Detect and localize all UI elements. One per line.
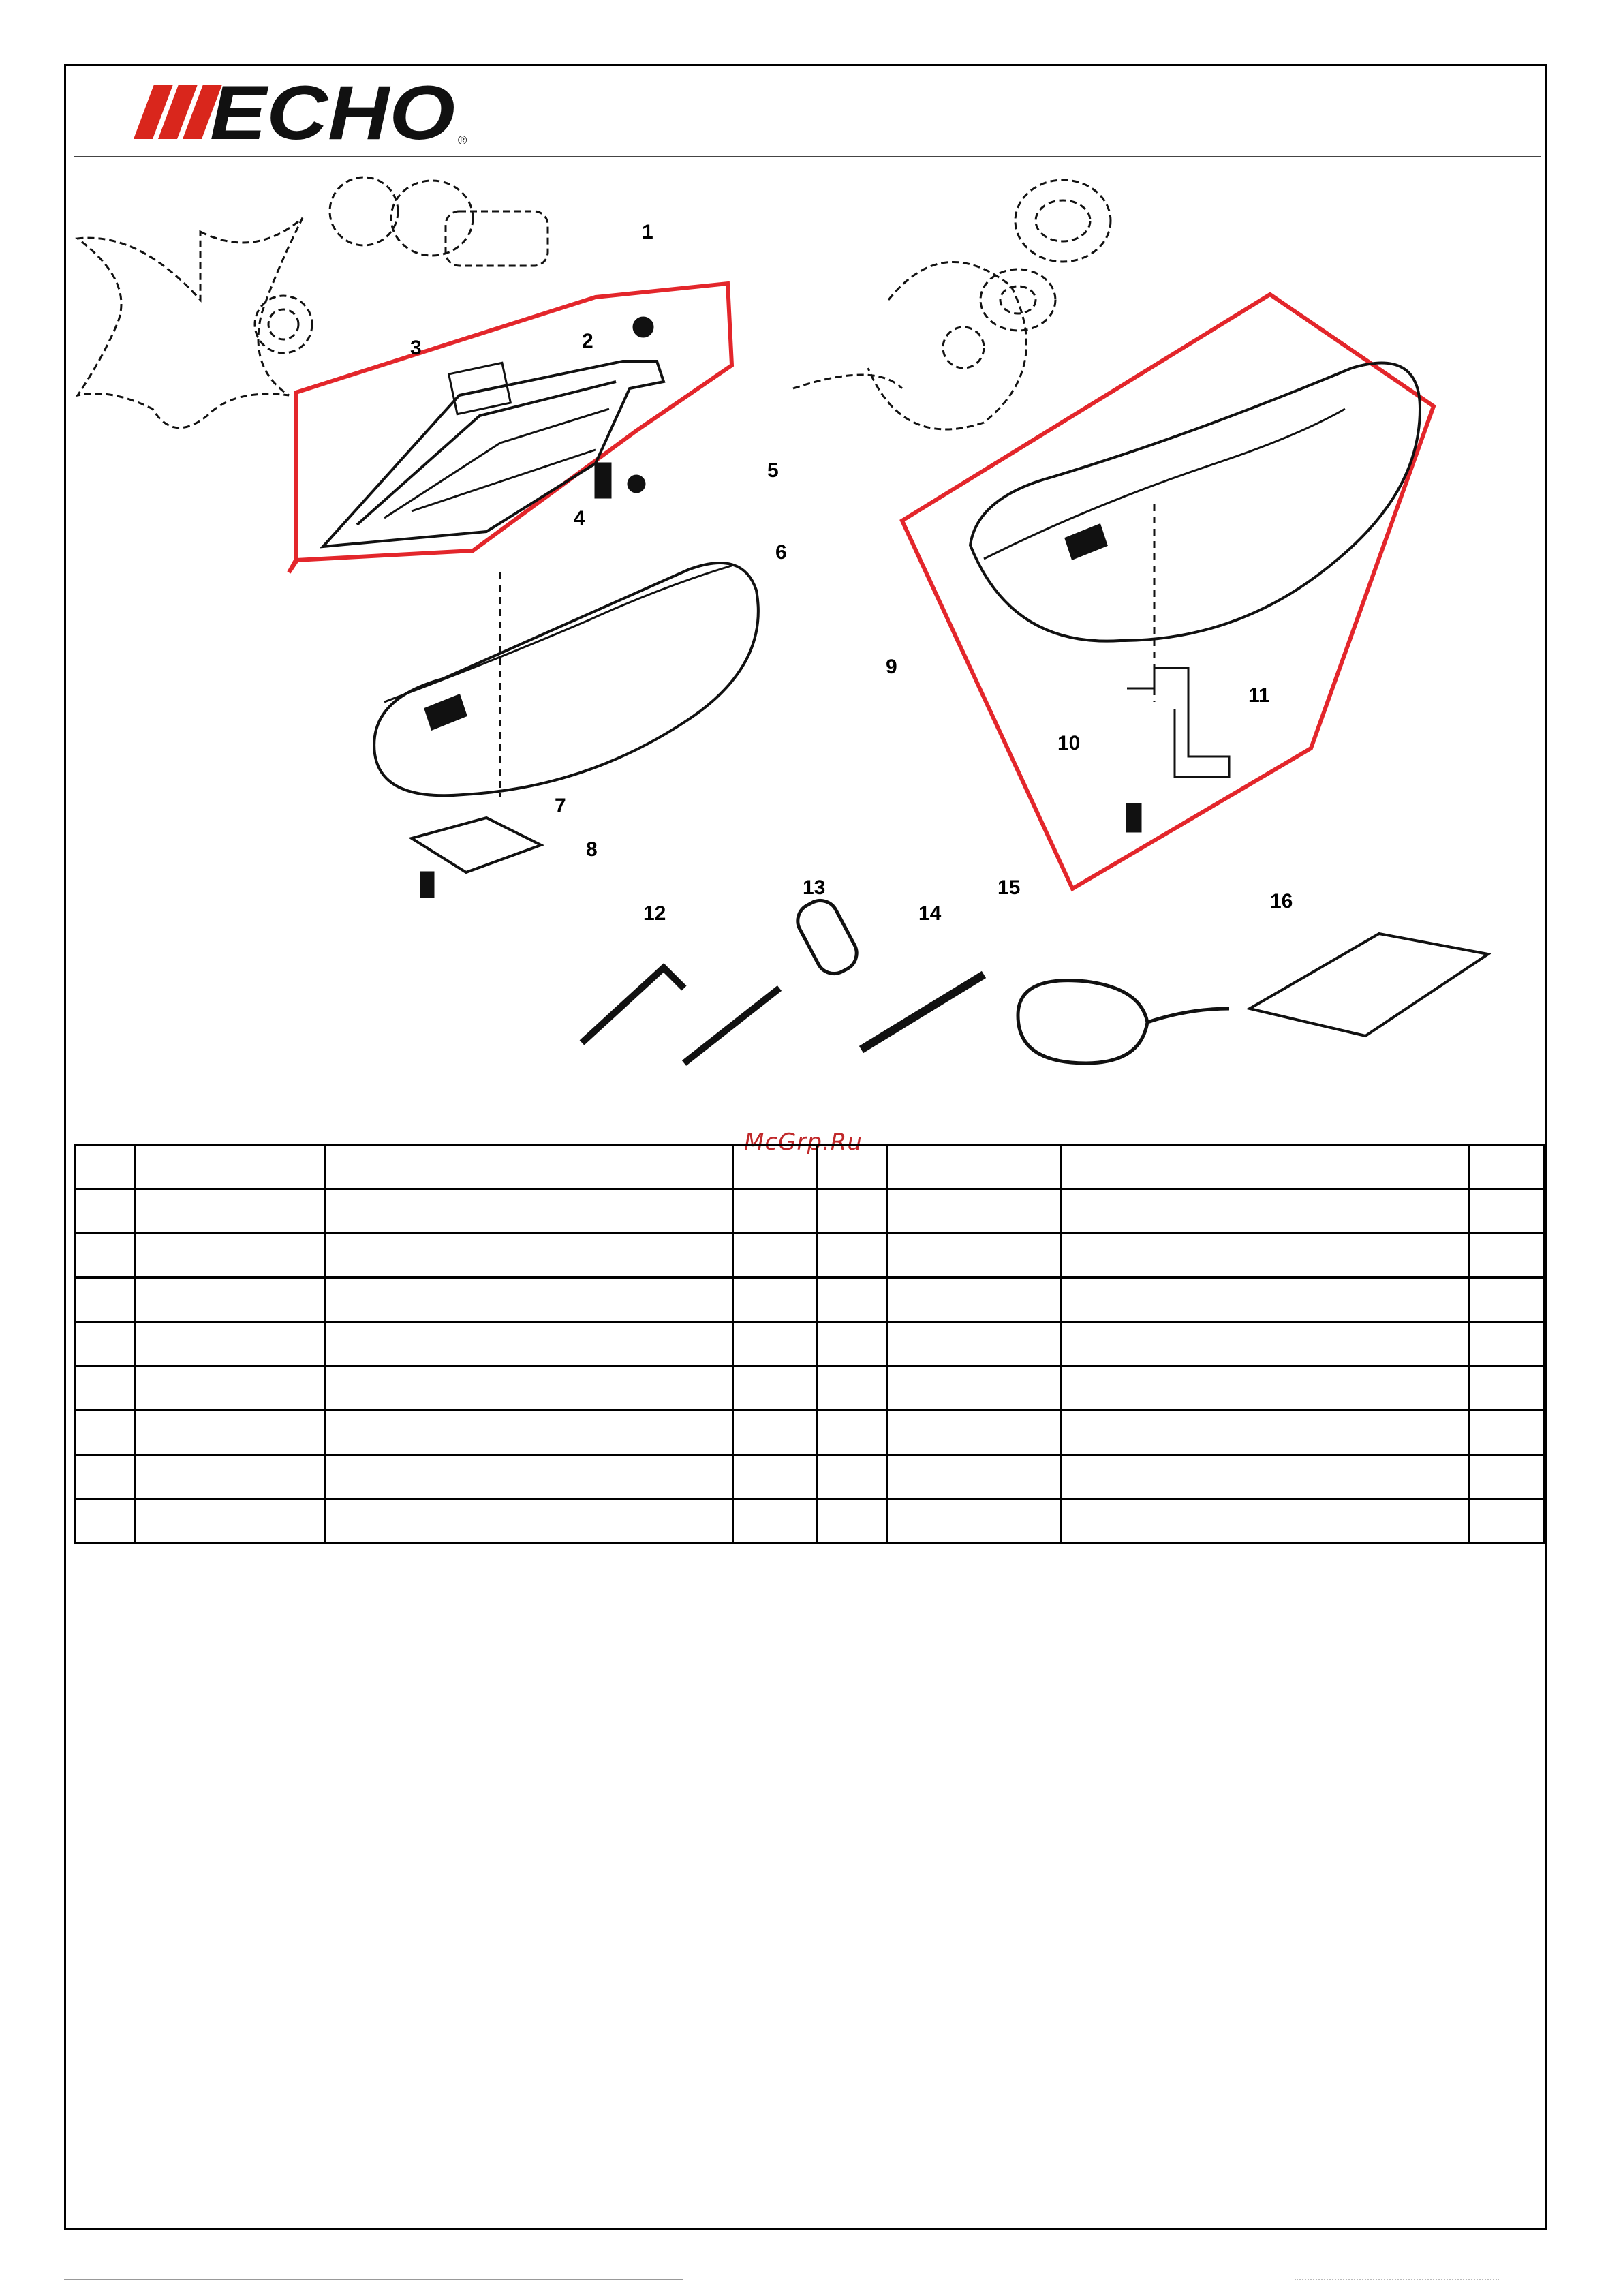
callout-1: 1 xyxy=(642,221,653,243)
table-cell xyxy=(887,1499,1062,1544)
table-cell xyxy=(733,1278,818,1322)
callout-5: 5 xyxy=(767,459,779,482)
table-cell xyxy=(1062,1322,1469,1366)
table-cell xyxy=(887,1189,1062,1234)
table-cell xyxy=(1469,1189,1544,1234)
table-cell xyxy=(818,1499,887,1544)
table-cell xyxy=(1469,1234,1544,1278)
footer-rule xyxy=(64,2279,683,2280)
table-cell xyxy=(887,1234,1062,1278)
table-cell xyxy=(135,1366,326,1411)
callout-11: 11 xyxy=(1248,684,1270,707)
table-cell xyxy=(1062,1455,1469,1499)
table-cell xyxy=(135,1145,326,1189)
table-cell xyxy=(1469,1322,1544,1366)
table-row xyxy=(75,1145,1544,1189)
watermark: McGrp.Ru xyxy=(744,1129,863,1156)
logo-stripes-icon xyxy=(134,85,222,139)
table-cell xyxy=(75,1366,135,1411)
callout-7: 7 xyxy=(555,795,566,817)
table-cell xyxy=(733,1499,818,1544)
table-cell xyxy=(75,1455,135,1499)
goggles-icon xyxy=(1018,981,1229,1063)
table-cell xyxy=(887,1322,1062,1366)
table-row xyxy=(75,1278,1544,1322)
parts-table-body xyxy=(75,1145,1544,1544)
footer-rule-right xyxy=(1295,2279,1499,2280)
table-cell xyxy=(326,1145,733,1189)
table-cell xyxy=(818,1145,887,1189)
callout-9: 9 xyxy=(886,656,897,678)
table-cell xyxy=(135,1499,326,1544)
callout-13: 13 xyxy=(803,876,826,899)
table-cell xyxy=(818,1278,887,1322)
rod-icon xyxy=(861,975,984,1050)
spark-plug-wrench-icon xyxy=(684,894,863,1063)
callout-4: 4 xyxy=(574,507,585,530)
callout-2: 2 xyxy=(582,330,593,352)
table-row xyxy=(75,1322,1544,1366)
table-cell xyxy=(1062,1278,1469,1322)
table-cell xyxy=(75,1234,135,1278)
table-row xyxy=(75,1366,1544,1411)
table-cell xyxy=(75,1411,135,1455)
table-cell xyxy=(135,1322,326,1366)
trimmer-head-right-icon xyxy=(793,180,1111,429)
tool-bag-icon xyxy=(1250,934,1488,1036)
callout-3: 3 xyxy=(410,337,422,359)
table-cell xyxy=(1469,1411,1544,1455)
table-cell xyxy=(818,1189,887,1234)
table-cell xyxy=(887,1145,1062,1189)
table-cell xyxy=(733,1145,818,1189)
table-row xyxy=(75,1234,1544,1278)
hex-wrench-icon xyxy=(582,968,684,1043)
callout-14: 14 xyxy=(918,902,942,925)
table-cell xyxy=(887,1411,1062,1455)
table-cell xyxy=(326,1411,733,1455)
table-cell xyxy=(733,1411,818,1455)
table-cell xyxy=(1062,1145,1469,1189)
callout-8: 8 xyxy=(586,838,598,861)
bolt-icon xyxy=(596,463,610,498)
table-cell xyxy=(75,1145,135,1189)
guard-segment-icon xyxy=(323,318,664,547)
table-cell xyxy=(75,1322,135,1366)
table-cell xyxy=(1062,1234,1469,1278)
callout-15: 15 xyxy=(998,876,1021,899)
highlight-group-1 xyxy=(289,284,732,572)
echo-logo xyxy=(134,71,474,153)
table-cell xyxy=(75,1499,135,1544)
table-cell xyxy=(733,1322,818,1366)
parts-table xyxy=(74,1144,1545,1544)
table-cell xyxy=(135,1278,326,1322)
table-row xyxy=(75,1499,1544,1544)
table-cell xyxy=(733,1189,818,1234)
callout-16: 16 xyxy=(1270,890,1293,913)
table-cell xyxy=(818,1411,887,1455)
table-cell xyxy=(1469,1145,1544,1189)
table-cell xyxy=(135,1411,326,1455)
table-cell xyxy=(326,1499,733,1544)
table-cell xyxy=(326,1366,733,1411)
table-cell xyxy=(75,1189,135,1234)
table-cell xyxy=(1469,1455,1544,1499)
callout-6: 6 xyxy=(775,541,787,564)
table-cell xyxy=(818,1234,887,1278)
table-cell xyxy=(887,1278,1062,1322)
mounting-plate-icon xyxy=(412,818,541,897)
table-cell xyxy=(733,1234,818,1278)
table-cell xyxy=(135,1234,326,1278)
table-row xyxy=(75,1189,1544,1234)
table-cell xyxy=(135,1455,326,1499)
table-cell xyxy=(326,1189,733,1234)
callouts xyxy=(410,221,1293,925)
callout-12: 12 xyxy=(643,902,666,925)
table-cell xyxy=(1469,1499,1544,1544)
table-cell xyxy=(1062,1499,1469,1544)
table-cell xyxy=(326,1322,733,1366)
table-cell xyxy=(887,1366,1062,1411)
parts-diagram xyxy=(64,164,1547,1131)
table-cell xyxy=(818,1366,887,1411)
header-divider xyxy=(74,156,1541,157)
table-cell xyxy=(1469,1278,1544,1322)
table-cell xyxy=(733,1366,818,1411)
table-cell xyxy=(818,1455,887,1499)
table-cell xyxy=(1469,1366,1544,1411)
table-cell xyxy=(1062,1189,1469,1234)
table-cell xyxy=(887,1455,1062,1499)
large-guard-icon xyxy=(970,363,1420,832)
table-cell xyxy=(326,1234,733,1278)
brand-name: ECHO xyxy=(210,71,455,153)
table-row xyxy=(75,1455,1544,1499)
callout-10: 10 xyxy=(1057,732,1081,754)
registered-mark: ® xyxy=(458,134,467,147)
table-cell xyxy=(1062,1411,1469,1455)
table-cell xyxy=(733,1455,818,1499)
table-row xyxy=(75,1411,1544,1455)
table-cell xyxy=(326,1278,733,1322)
highlight-group-2 xyxy=(902,294,1434,889)
table-cell xyxy=(326,1455,733,1499)
guard-cover-icon xyxy=(374,563,758,797)
table-cell xyxy=(135,1189,326,1234)
table-cell xyxy=(1062,1366,1469,1411)
table-cell xyxy=(75,1278,135,1322)
table-cell xyxy=(818,1322,887,1366)
